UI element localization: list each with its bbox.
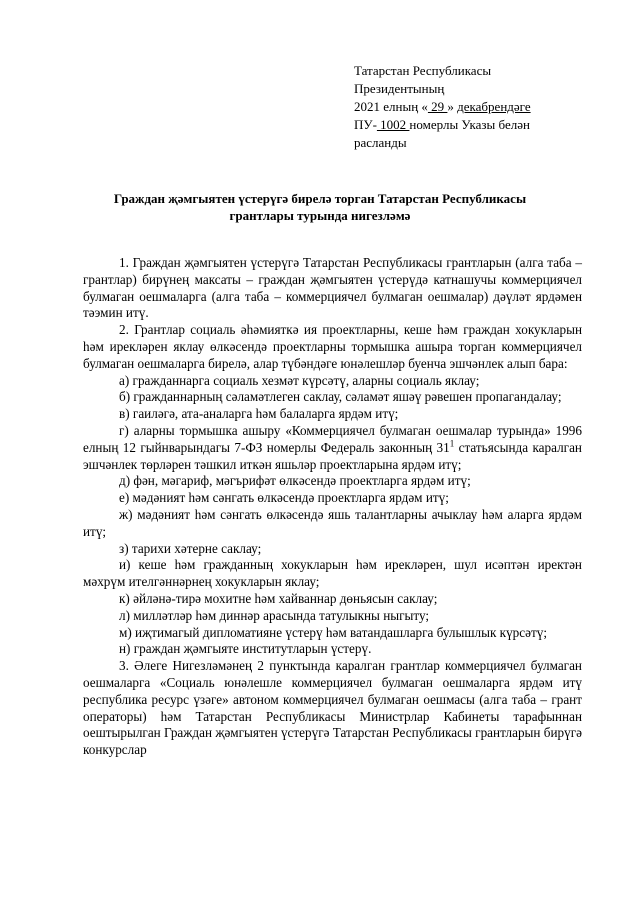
item-k: к) әйләнә-тирә мохитне һәм хайваннар дөньясын саклау; [119, 590, 438, 606]
item-a: а) гражданнарга социаль хезмәт күрсәтү, аларны социаль яклау; [119, 372, 480, 388]
item-v: в) гаиләгә, ата-аналарга һәм балаларга ярдәм итү; [119, 406, 399, 422]
item-l: л) милләтләр һәм диннәр арасында татулыкны ныгыту; [119, 607, 430, 623]
item-g [83, 423, 582, 473]
approval-date-mid: » [447, 99, 454, 114]
approval-date-prefix: 2021 елның « [354, 99, 428, 114]
decree-number: 1002 [376, 117, 410, 132]
approval-line-5: расланды [354, 135, 407, 150]
item-zh: ж) мәдәният һәм сәнгать өлкәсендә яшь талантларны ачыклау һәм аларга ярдәм итү; [83, 506, 582, 539]
document-title: Граждан җәмгыятен үстерүгә бирелә торган Татарстан Республикасы грантлары турында нигезләмә [113, 191, 527, 223]
approval-date-day: 29 [427, 99, 448, 114]
item-e: е) мәдәният һәм сәнгать өлкәсендә проектларга ярдәм итү; [119, 490, 449, 506]
item-b: б) гражданнарның сәламәтлеген саклау, сәламәт яшәү рәвешен пропагандалау; [119, 389, 562, 405]
approval-line-3 [354, 98, 594, 116]
item-g-text-2: статьясында каралган эшчәнлек төрләрен тәшкил иткән яшьләр проектларына ярдәм итү; [83, 439, 582, 472]
item-g-text-1: г) аларны тормышка ашыру «Коммерциячел булмаган оешмалар турында» 1996 елның 12 гыйнварындагы 7-ФЗ номерлы Федераль законның 31 [83, 422, 582, 455]
approval-line-1: Татарстан Республикасы [354, 63, 492, 78]
item-i: и) кеше һәм гражданның хокукларын һәм ирекләрен, шул исәптән иректән мәхрүм ителгәннәрнең хокукларын яклау; [83, 557, 582, 590]
item-m: м) иҗтимагый дипломатияне үстерү һәм ватандашларга булышлык күрсәтү; [119, 624, 547, 640]
item-z: з) тарихи хәтерне саклау; [119, 540, 262, 556]
paragraph-2: 2. Грантлар социаль әһәмияткә ия проектларны, кеше һәм граждан хокукларын һәм ирекләрен яклау өлкәсендә проектларны тормышка ашыра торган коммерциячел булмаган оешмаларга бирелә, алар түбәндәге юнәлешләр буенча эшчәнлек алып бара: [83, 322, 582, 371]
paragraph-3: 3. Әлеге Нигезләмәнең 2 пунктында каралган грантлар коммерциячел булмаган оешмаларга «Социаль юнәлешле коммерциячел булмаган оешмаларга ярдәм итү республика ресурс үзәге» автоном коммерциячел булмаган оешмасы (алга таба – грант операторы) һәм Татарстан Республикасы Министрлар Кабинеты тарафыннан оештырылган Граждан җәмгыятен үстерүгә Татарстан Республикасы грантларын бирүгә конкурслар [83, 658, 582, 758]
item-g-superscript: 1 [449, 438, 455, 449]
decree-suffix: номерлы Указы белән [409, 117, 530, 132]
approval-date-month: декабрендәге [457, 99, 531, 114]
item-n: н) граждан җәмгыяте институтларын үстерү. [119, 641, 372, 657]
approval-line-2: Президентының [354, 81, 445, 96]
paragraph-1: 1. Граждан җәмгыятен үстерүгә Татарстан Республикасы грантларын (алга таба – грантлар) бирүнең максаты – граждан җәмгыятен үстерүдә катнашучы коммерциячел булмаган оешмаларга (алга таба – коммерциячел булмаган оешмалар) дәүләт ярдәмен тәэмин итү. [83, 255, 582, 321]
approval-block [354, 62, 594, 152]
item-d: д) фән, мәгариф, мәгърифәт өлкәсендә проектларга ярдәм итү; [119, 473, 471, 489]
approval-line-4 [354, 116, 594, 134]
decree-prefix: ПУ- [354, 117, 377, 132]
document-body [83, 255, 582, 759]
